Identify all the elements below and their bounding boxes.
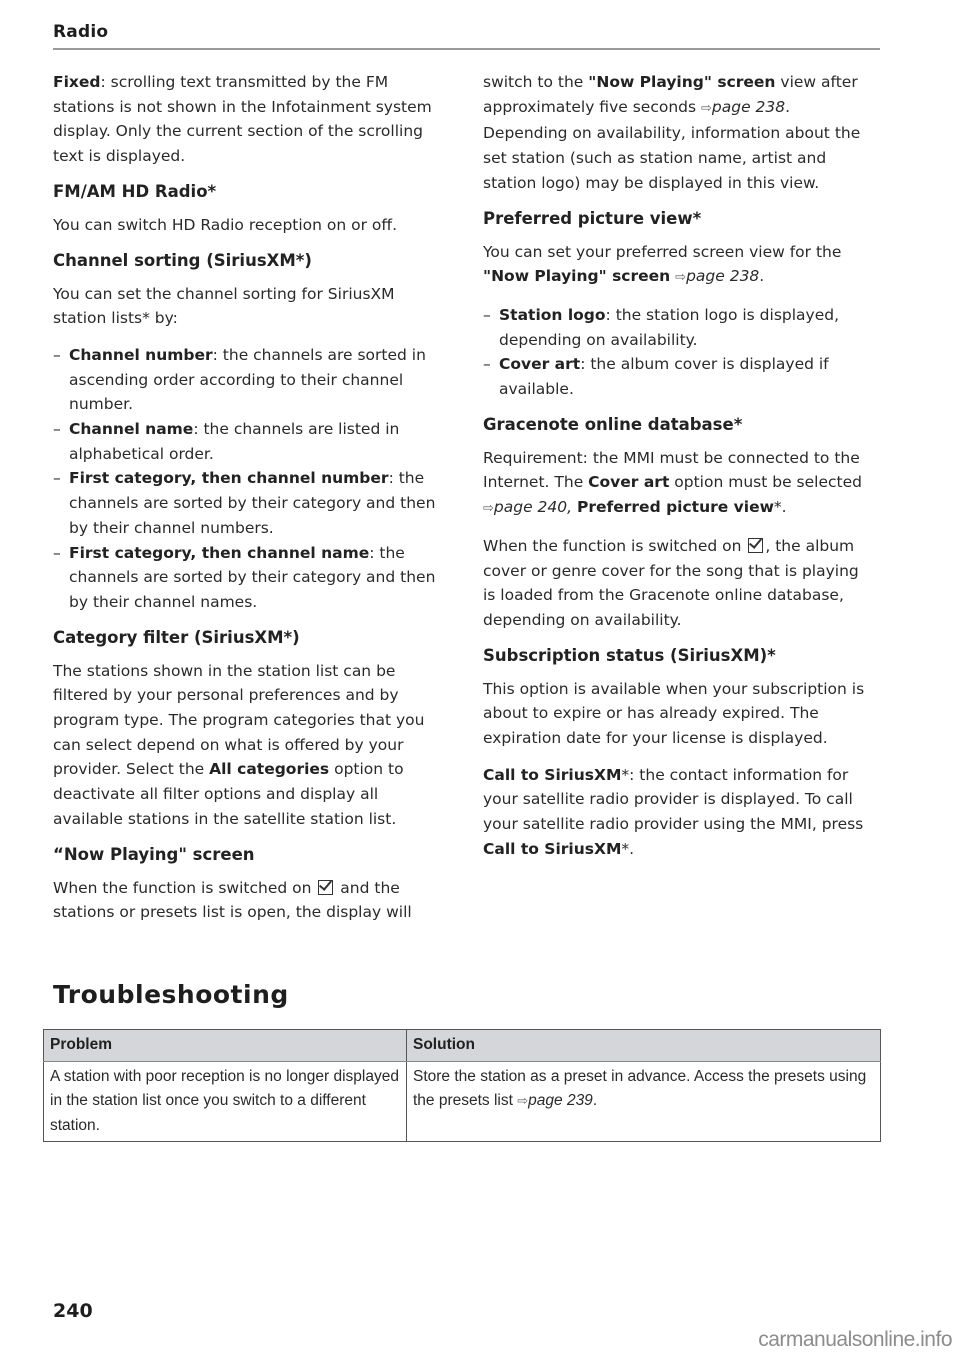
list-item xyxy=(483,352,875,401)
text: . xyxy=(759,267,765,286)
arrow-right-icon: ⇨ xyxy=(483,501,494,517)
arrow-right-icon: ⇨ xyxy=(675,270,687,286)
preferred-picture-text xyxy=(483,240,875,291)
hd-radio-text: You can switch HD Radio reception on or off. xyxy=(53,215,398,234)
page-reference-link[interactable]: page 238 xyxy=(711,97,786,116)
arrow-right-icon: ⇨ xyxy=(517,1093,529,1108)
list-item-text: : the album cover is displayed if available. xyxy=(499,355,829,399)
fixed-text: : scrolling text transmitted by the FM stations is not shown in the Infotainment system display. Only the current section of the scrolling text is displayed. xyxy=(53,73,432,166)
list-item-term: Channel name xyxy=(69,420,194,439)
text: option to deactivate all filter options and display all available stations in the satellite station list. xyxy=(53,760,404,828)
term-fixed: Fixed xyxy=(53,73,101,91)
heading-now-playing: “Now Playing" screen xyxy=(53,844,255,864)
text: When the function is switched on xyxy=(483,536,747,555)
chapter-title: Radio xyxy=(53,22,109,42)
picture-view-list xyxy=(483,303,875,402)
left-column xyxy=(53,70,445,937)
heading-hd-radio: FM/AM HD Radio* xyxy=(53,181,217,201)
text: *. xyxy=(621,839,635,858)
term-cover-art: Cover art xyxy=(588,473,670,492)
heading-category-filter: Category filter (SiriusXM*) xyxy=(53,627,300,647)
checkbox-checked-icon xyxy=(318,880,333,895)
term-call-siriusxm: Call to SiriusXM xyxy=(483,765,622,784)
text: The stations shown in the station list can be filtered by your personal preferences and by program type. The program categories that you can select depend on what is offered by your provider. Select the xyxy=(53,661,425,779)
arrow-right-icon: ⇨ xyxy=(701,100,712,116)
column-header-problem: Problem xyxy=(44,1030,407,1062)
term-call-siriusxm: Call to SiriusXM xyxy=(483,839,622,858)
heading-subscription-status: Subscription status (SiriusXM)* xyxy=(483,645,776,665)
text: When the function is switched on xyxy=(53,878,317,897)
list-item-text: : the channels are sorted by their category and then by their channel numbers. xyxy=(69,469,436,537)
column-header-solution: Solution xyxy=(407,1030,881,1062)
heading-gracenote: Gracenote online database* xyxy=(483,414,743,434)
category-filter-text xyxy=(53,659,445,832)
section-title-troubleshooting: Troubleshooting xyxy=(53,980,289,1009)
solution-cell xyxy=(407,1061,881,1142)
list-item xyxy=(53,343,445,417)
text: view after approximately five seconds xyxy=(483,73,858,116)
text: Store the station as a preset in advance. Access the presets using the presets list xyxy=(413,1067,867,1109)
problem-cell: A station with poor reception is no longer displayed in the station list once you switch to a different station. xyxy=(44,1061,407,1142)
list-item xyxy=(53,541,445,615)
list-item xyxy=(53,466,445,540)
text: Requirement: the MMI must be connected to the Internet. The xyxy=(483,448,860,492)
term-now-playing: "Now Playing" screen xyxy=(588,73,776,91)
watermark: carmanualsonline.info xyxy=(758,1328,952,1351)
channel-sorting-intro: You can set the channel sorting for SiriusXM station lists* by: xyxy=(53,284,395,328)
checkbox-checked-icon xyxy=(748,538,763,553)
page-header xyxy=(53,22,880,50)
list-item-term: Station logo xyxy=(499,305,606,324)
table-row xyxy=(44,1061,881,1142)
right-column xyxy=(483,70,875,874)
gracenote-text xyxy=(483,534,875,633)
text: You can set your preferred screen view for the xyxy=(483,242,842,261)
now-playing-continued xyxy=(483,70,875,196)
text: *. xyxy=(773,498,787,517)
troubleshooting-table xyxy=(43,1029,881,1142)
list-item-text: : the channels are sorted by their category and then by their channel names. xyxy=(69,543,436,611)
heading-channel-sorting: Channel sorting (SiriusXM*) xyxy=(53,250,312,270)
subscription-text: This option is available when your subscription is about to expire or has already expired. The expiration date for your license is displayed. xyxy=(483,679,865,748)
list-item-text: : the channels are sorted in ascending order according to their channel number. xyxy=(69,345,426,414)
list-item xyxy=(53,417,445,466)
heading-preferred-picture-view: Preferred picture view* xyxy=(483,208,702,228)
list-item-term: Channel number xyxy=(69,345,213,364)
page-reference-link[interactable]: page 239 xyxy=(528,1092,593,1109)
list-item-term: First category, then channel name xyxy=(69,543,370,562)
list-item-term: Cover art xyxy=(499,355,581,374)
channel-sorting-list xyxy=(53,343,445,615)
term-all-categories: All categories xyxy=(209,760,330,779)
text: . Depending on availability, information about the set station (such as station name, artist and station logo) may be displayed in this view. xyxy=(483,97,861,192)
text: and the stations or presets list is open, the display will xyxy=(53,878,412,922)
list-item-text: : the channels are listed in alphabetical order. xyxy=(69,420,400,463)
gracenote-requirement xyxy=(483,446,875,522)
text: . xyxy=(592,1092,598,1109)
call-siriusxm-text xyxy=(483,763,875,862)
page-reference-link[interactable]: page 240, xyxy=(493,498,573,517)
page-number: 240 xyxy=(53,1300,93,1322)
page-reference-link[interactable]: page 238 xyxy=(686,267,760,286)
term-preferred-picture-view: Preferred picture view xyxy=(577,498,774,517)
list-item xyxy=(483,303,875,352)
now-playing-text xyxy=(53,876,445,925)
text: option must be selected xyxy=(669,473,862,492)
list-item-text: : the station logo is displayed, depending on availability. xyxy=(499,305,840,349)
text: *: the contact information for your satellite radio provider is displayed. To call your satellite radio provider using the MMI, press xyxy=(483,765,864,834)
list-item-term: First category, then channel number xyxy=(69,469,389,488)
fixed-paragraph xyxy=(53,70,445,169)
table-header-row xyxy=(44,1030,881,1062)
text: , the album cover or genre cover for the song that is playing is loaded from the Gracenote online database, depending on availability. xyxy=(483,536,859,629)
text: switch to the xyxy=(483,73,589,91)
term-now-playing: "Now Playing" screen xyxy=(483,267,671,286)
